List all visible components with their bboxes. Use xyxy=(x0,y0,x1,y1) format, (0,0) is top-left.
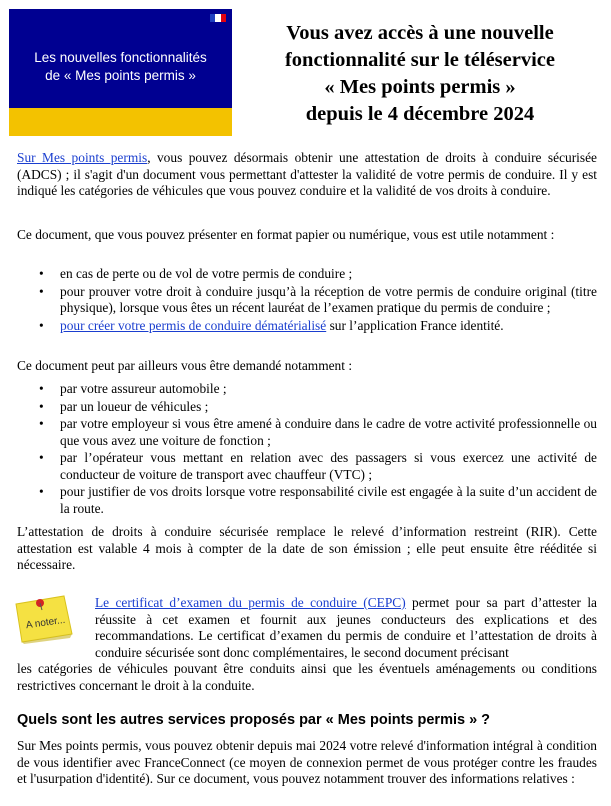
list-item: • pour justifier de vos droits lorsque votre responsabilité civile est engagée à la suite d’un accident de la route. xyxy=(17,484,597,517)
cepc-paragraph xyxy=(95,595,597,661)
list-item: • en cas de perte ou de vol de votre permis de conduire ; xyxy=(17,266,597,283)
list-item: • par un loueur de véhicules ; xyxy=(17,399,597,416)
list-item: • par l’opérateur vous mettant en relation avec des passagers si vous exercez une activité de conducteur de voiture de transport avec chauffeur (VTC) ; xyxy=(17,450,597,483)
other-services-paragraph: Sur Mes points permis, vous pouvez obtenir depuis mai 2024 votre relevé d'information intégral à condition de vous identifier avec FranceConnect (ce moyen de connexion permet de vous protéger contre les fraudes et l'usurpation d'identité). Sur ce document, vous pouvez notamment trouver des informations relatives : xyxy=(17,738,597,786)
list-item: • par votre assureur automobile ; xyxy=(17,381,597,398)
section-heading: Quels sont les autres services proposés par « Mes points permis » ? xyxy=(17,712,491,728)
dematerialized-license-link[interactable]: pour créer votre permis de conduire dématérialisé xyxy=(60,317,327,333)
sticky-note-icon xyxy=(12,594,74,644)
french-flag-icon xyxy=(210,14,226,22)
title-line-1: Vous avez accès à une nouvelle xyxy=(286,22,554,44)
banner-line-2: de « Mes points permis » xyxy=(45,68,196,83)
banner-line-1: Les nouvelles fonctionnalités xyxy=(34,50,207,65)
rir-paragraph: L’attestation de droits à conduire sécurisée remplace le relevé d’information restreint (RIR). Cette attestation est valable 4 mois à compter de la date de son émission ; elle peut ensuite être rééditée si nécessaire. xyxy=(17,524,597,572)
page-title xyxy=(248,20,592,128)
intro-paragraph xyxy=(17,150,597,200)
list-item: • par votre employeur si vous être amené à conduire dans le cadre de votre activité professionnelle ou que vous avez une voiture de fonction ; xyxy=(17,416,597,449)
intro-text: , vous pouvez désormais obtenir une attestation de droits à conduire sécurisée (ADCS) ; il s'agit d'un document vous permettant d'attester la validité de votre permis de conduire. Il y est indiqué les catégories de véhicules que vous pouvez conduire et la validité de vos droits à conduire. xyxy=(17,150,597,198)
banner-text xyxy=(9,49,232,85)
cepc-paragraph-continued: les catégories de véhicules pouvant être conduits ainsi que les éventuels aménagements ou conditions restrictives concernant le droit à la conduite. xyxy=(17,661,597,693)
request-list xyxy=(17,381,597,518)
cepc-text-1: permet pour sa part d’attester la réussite à cet examen et fournit aux jeunes conducteurs des explications et des recommandations. Le certificat d’examen du permis de conduire et l’attestation de droits à conduire sécurisée sont donc complémentaires, le second document précisant xyxy=(95,595,598,660)
usage-list xyxy=(17,266,597,335)
title-line-2: fonctionnalité sur le téléservice xyxy=(284,49,556,71)
title-line-3: « Mes points permis » xyxy=(324,76,516,98)
banner-yellow-stripe xyxy=(9,108,232,136)
mes-points-permis-link[interactable]: Sur Mes points permis xyxy=(17,150,148,165)
list-item: • pour prouver votre droit à conduire jusqu’à la réception de votre permis de conduire original (titre physique), lorsque vous êtes un récent lauréat de l’examen pratique du permis de conduire ; xyxy=(17,284,597,317)
list-item-text: sur l’application France identité. xyxy=(326,317,504,333)
banner-image xyxy=(9,9,232,136)
title-line-4: depuis le 4 décembre 2024 xyxy=(305,103,535,125)
request-intro-paragraph: Ce document peut par ailleurs vous être demandé notamment : xyxy=(17,358,353,373)
usage-intro-paragraph: Ce document, que vous pouvez présenter en format papier ou numérique, vous est utile notamment : xyxy=(17,227,555,242)
sticky-note-label: A noter... xyxy=(25,614,66,632)
cepc-link[interactable]: Le certificat d’examen du permis de conduire (CEPC) xyxy=(95,595,406,610)
list-item xyxy=(17,318,597,335)
